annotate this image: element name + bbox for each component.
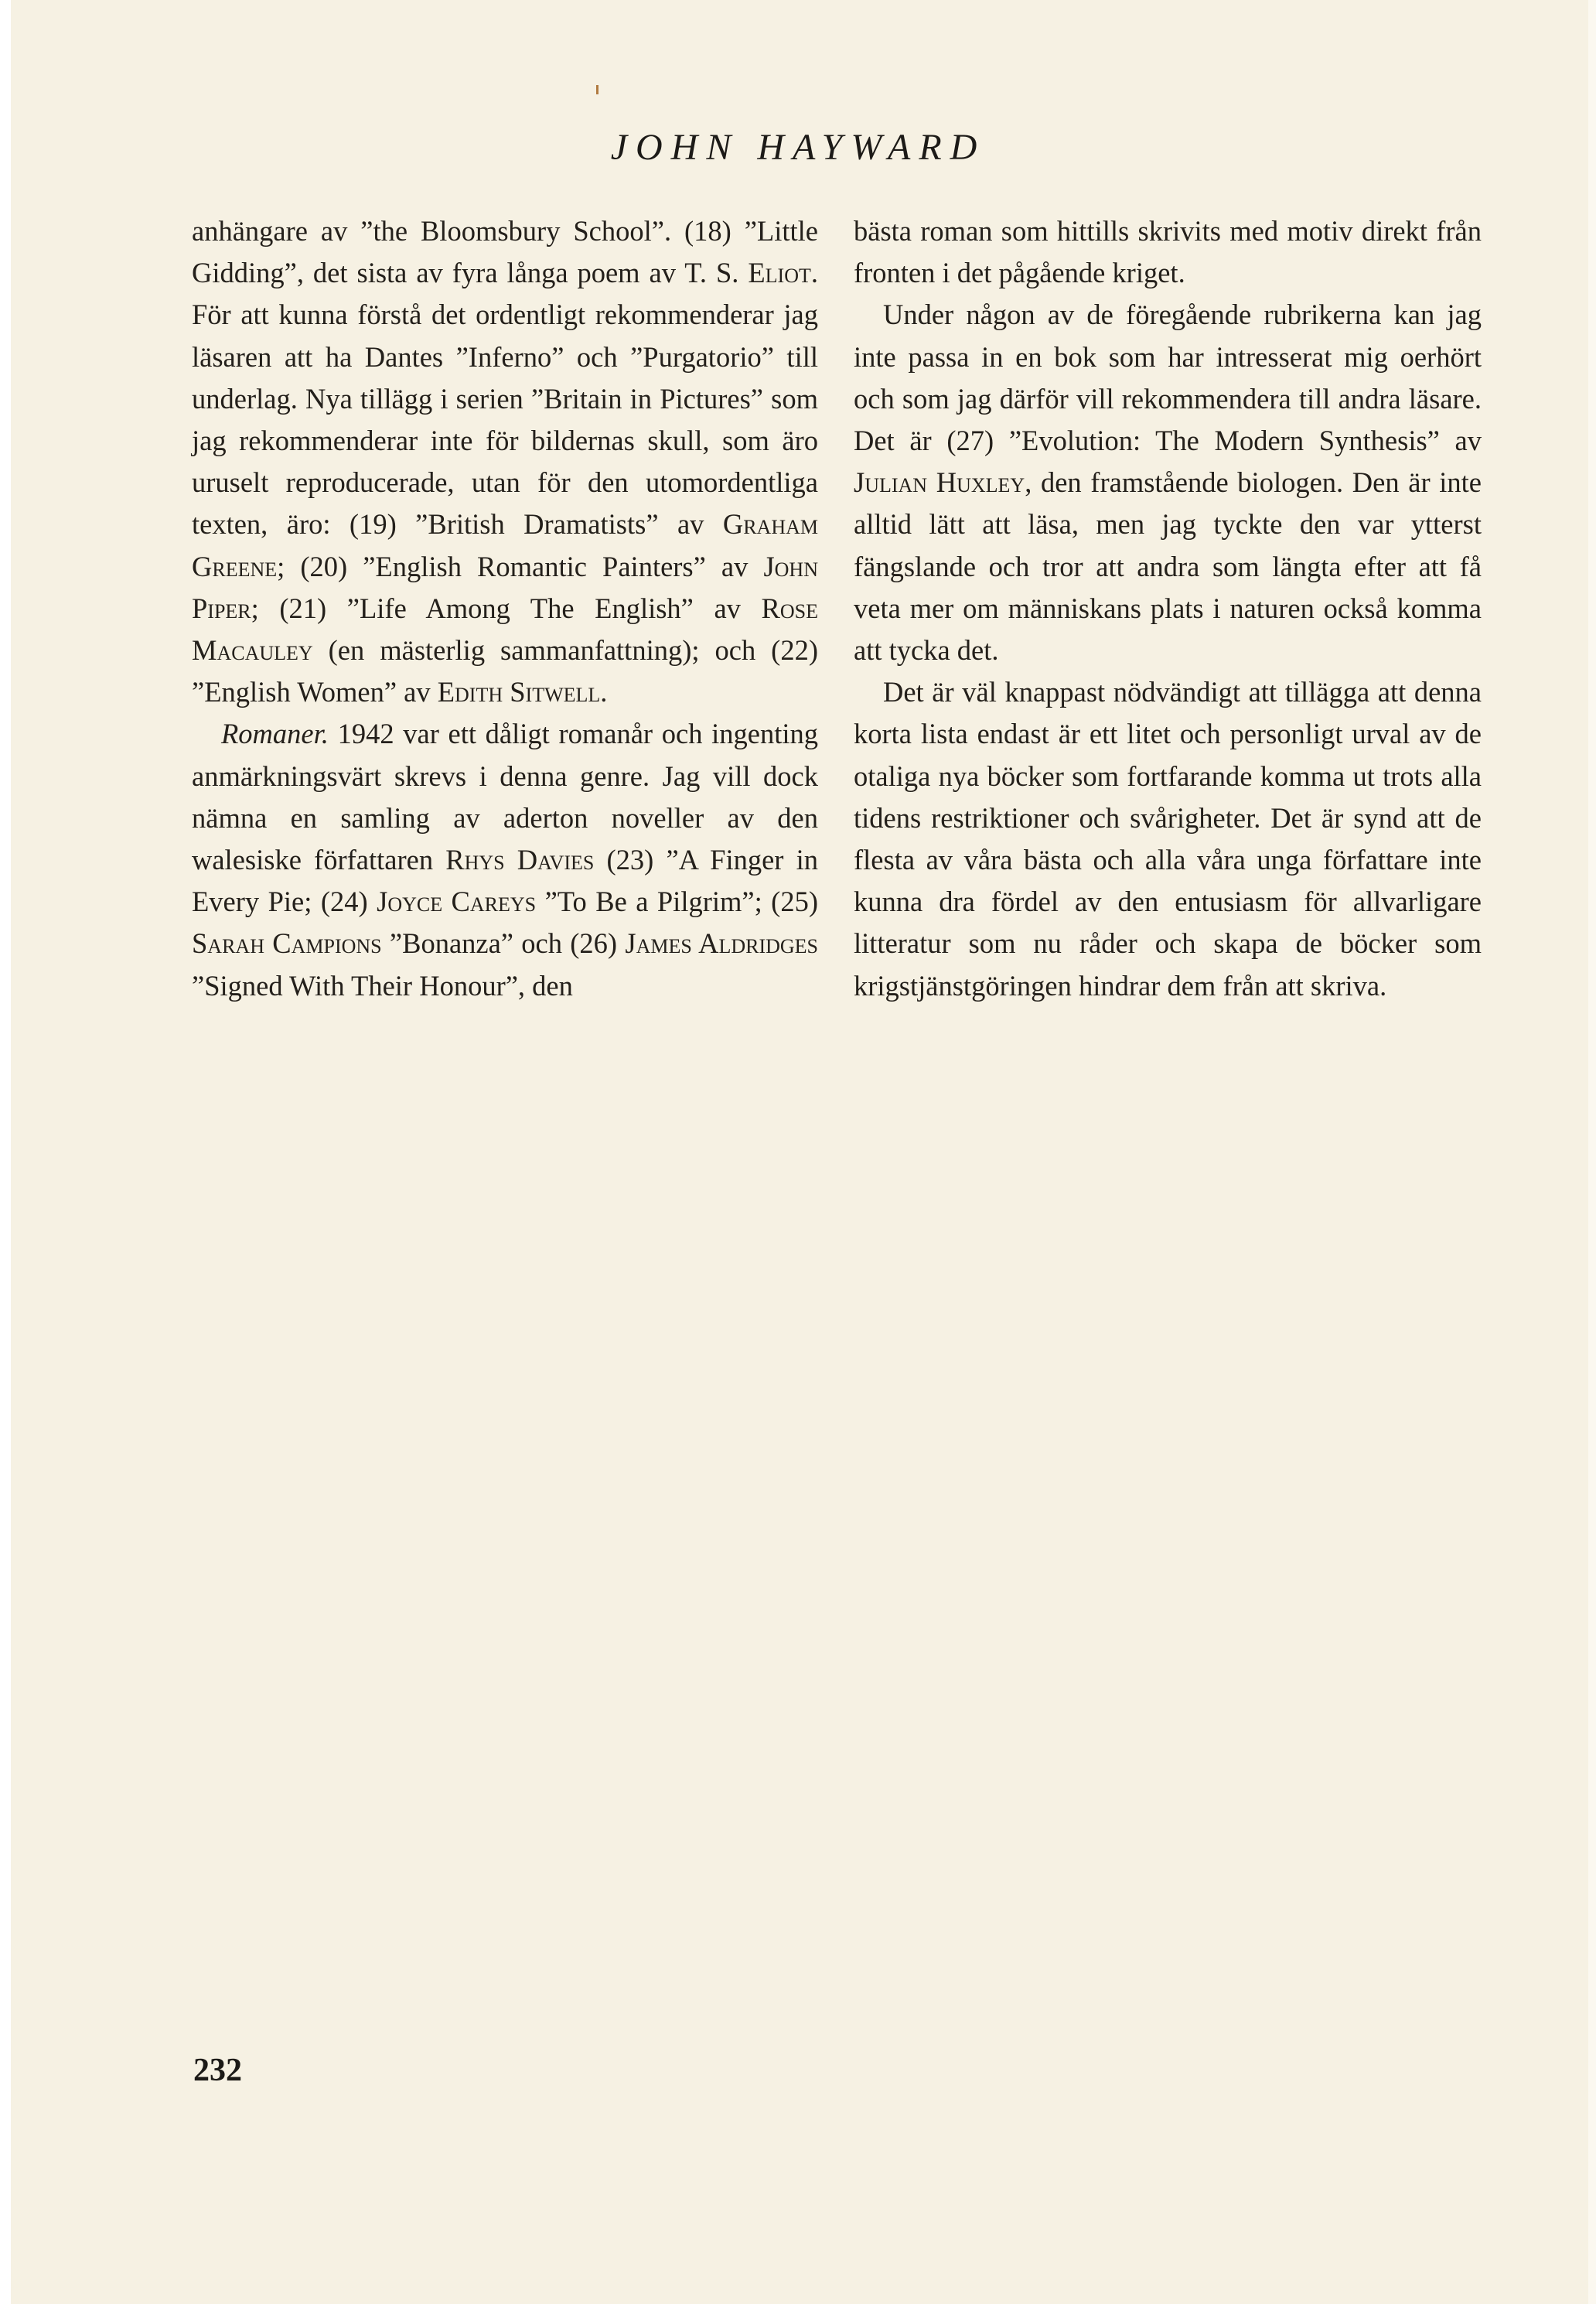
paragraph xyxy=(854,671,1482,1007)
author-name: John Piper xyxy=(192,550,818,624)
paragraph xyxy=(192,210,818,713)
text-run: ”Signed With Their Honour”, den xyxy=(192,969,573,1002)
text-run: (en mästerlig sammanfattning); och (22) ”English Women” av xyxy=(192,634,818,708)
running-head: JOHN HAYWARD xyxy=(610,127,986,168)
author-name: James Aldridges xyxy=(625,927,818,960)
text-run: Under någon av de föregående rubrikerna kan jag inte passa in en bok som har intresserat mig oerhört och som jag därför vill rekommendera till andra läsare. Det är (27) ”Evolution: The Modern Synthesis” av xyxy=(854,299,1482,457)
text-run: anhängare av ”the Bloomsbury School”. (18) ”Little Gidding”, det sista av fyra långa poem av T. S. xyxy=(192,215,818,289)
author-name: Rhys Davies xyxy=(445,844,595,876)
author-name: Sarah Campions xyxy=(192,927,382,960)
text-run: . xyxy=(600,676,608,708)
left-column xyxy=(192,210,818,1007)
author-name: Julian Huxley xyxy=(854,466,1025,499)
text-run: . För att kunna förstå det ordentligt rekommenderar jag läsaren att ha Dantes ”Inferno” och ”Purgatorio” till underlag. Nya tillägg i serien ”Britain in Pictures” som jag rekommenderar inte för bildernas skull, som äro uruselt reproducerade, utan för den utomordentliga texten, äro: (19) ”British Dramatists” av xyxy=(192,257,818,541)
text-run: ; (21) ”Life Among The English” av xyxy=(251,592,762,624)
text-run: 1942 var ett dåligt romanår och ingenting anmärkningsvärt skrevs i denna genre. Jag vill dock nämna en samling av aderton noveller av den walesiske författaren xyxy=(192,718,818,876)
author-name: Joyce Careys xyxy=(377,886,537,918)
paragraph xyxy=(192,713,818,1006)
page-number: 232 xyxy=(193,2053,242,2088)
right-column xyxy=(854,210,1482,1007)
text-run: ”To Be a Pilgrim”; (25) xyxy=(536,886,818,918)
author-name: Graham Greene xyxy=(192,508,818,582)
text-run: Det är väl knappast nödvändigt att tillägga att denna korta lista endast är ett litet och personligt urval av de otaliga nya böcker som fortfarande komma ut trots alla tidens restriktioner och svårigheter. Det är synd att de flesta av våra bästa och alla våra unga författare inte kunna dra fördel av den entusiasm för allvarligare litteratur som nu råder och skapa de böcker som krigstjänstgöringen hindrar dem från att skriva. xyxy=(854,676,1482,1002)
text-run: ”Bonanza” och (26) xyxy=(381,927,626,960)
text-run: bästa roman som hittills skrivits med motiv direkt från fronten i det pågående kriget. xyxy=(854,215,1482,289)
text-run: ; (20) ”English Romantic Painters” av xyxy=(277,550,764,582)
text-run: (23) ”A Finger in Every Pie; (24) xyxy=(192,844,819,918)
author-name: Rose Macauley xyxy=(192,592,818,667)
section-heading: Romaner. xyxy=(221,718,329,750)
ink-speck xyxy=(596,85,598,94)
paragraph xyxy=(854,294,1482,671)
author-name: Eliot xyxy=(748,257,811,289)
paragraph xyxy=(854,210,1482,294)
author-name: Edith Sitwell xyxy=(437,676,601,708)
text-run: , den framstående biologen. Den är inte alltid lätt att läsa, men jag tyckte den var ytterst fängslande och tror att andra som längta efter att få veta mer om människans plats i naturen också komma att tycka det. xyxy=(854,466,1482,667)
